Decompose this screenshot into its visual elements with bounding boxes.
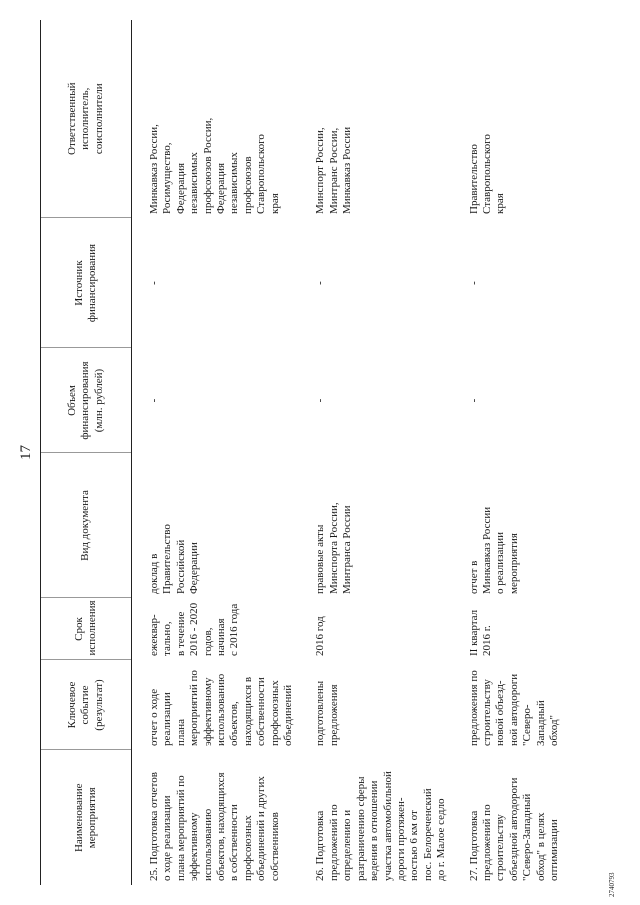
row-term: II квартал 2016 г. bbox=[467, 609, 493, 656]
table-row bbox=[298, 20, 451, 885]
row-source: - bbox=[314, 281, 327, 285]
column-header-result: Ключевое событие (результат) bbox=[41, 660, 132, 750]
row-responsible: Минспорт России, Минтранс России, Минкавказ России bbox=[314, 126, 354, 214]
row-source: - bbox=[148, 281, 160, 285]
row-result: отчет о ходе реализации плана мероприятий по эффективному использованию объектов, находящихся в собственности профсоюзных объединений bbox=[148, 670, 295, 746]
row-doc-type: правовые акты Минспорта России, Минтранса России bbox=[314, 502, 354, 594]
activities-table bbox=[40, 20, 601, 885]
column-header-source: Источник финансирования bbox=[41, 218, 132, 348]
table-row bbox=[132, 20, 299, 885]
row-doc-type: доклад в Правительство Российской Федерации bbox=[148, 524, 201, 594]
table-header-row bbox=[41, 20, 132, 885]
row-source: - bbox=[467, 281, 480, 285]
row-result: подготовлены предложения bbox=[314, 680, 340, 746]
footer-code: 2740793 bbox=[608, 872, 616, 897]
column-header-responsible: Ответственный исполнитель, соисполнители bbox=[41, 20, 132, 218]
row-result: предложения по строительству новой объезд- ной автодороги "Северо- Западный обход" bbox=[467, 670, 560, 746]
page-number: 17 bbox=[18, 445, 34, 460]
row-term: 2016 год bbox=[314, 616, 327, 656]
column-header-name: Наименование мероприятия bbox=[41, 750, 132, 885]
row-amount: - bbox=[467, 398, 480, 403]
row-term: ежеквар- тально, в течение 2016 - 2020 годов, начиная с 2016 года bbox=[148, 602, 241, 656]
column-header-amount: Объем финансирования (млн. рублей) bbox=[41, 348, 132, 453]
row-name: 26. Подготовка предложений по определению и разграничению сферы ведения в отношении участка автомобильной дороги протяжен- ностью 6 км от пос. Белореченский до г. Малое седло bbox=[314, 771, 448, 881]
row-responsible: Правительство Ставропольского края bbox=[467, 134, 507, 214]
row-amount: - bbox=[314, 398, 327, 403]
row-doc-type: отчет в Минкавказ России о реализации мероприятия bbox=[467, 506, 520, 594]
row-name: 25. Подготовка отчетов о ходе реализации плана мероприятий по эффективному использованию объектов, находящихся в собственности профсоюзных объединений и других собственников bbox=[148, 772, 281, 881]
table-row bbox=[452, 20, 601, 885]
column-header-doc-type: Вид документа bbox=[41, 453, 132, 598]
row-responsible: Минкавказ России, Росимущество, Федерация независимых профсоюзов России, Федерация независимых профсоюзов Ставропольского края bbox=[148, 117, 281, 214]
row-amount: - bbox=[148, 398, 160, 403]
column-header-term: Срок исполнения bbox=[41, 598, 132, 660]
row-name: 27. Подготовка предложений по строительству объездной автодороги "Северо-Западный обход" в целях оптимизации bbox=[467, 777, 560, 881]
